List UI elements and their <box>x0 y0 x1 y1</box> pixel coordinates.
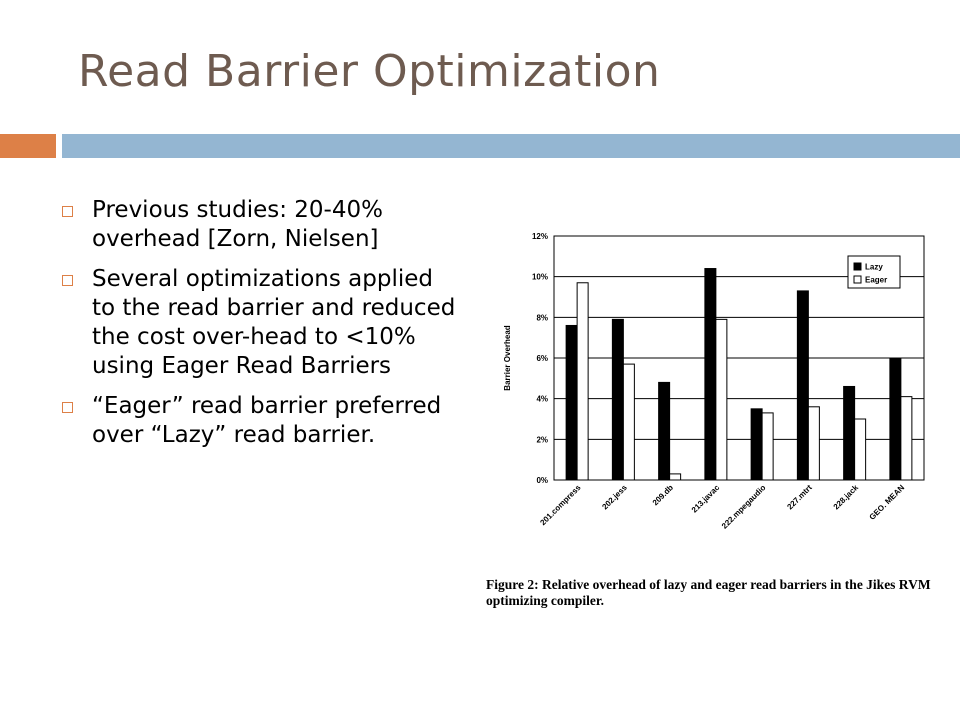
x-tick-label: 213.javac <box>689 483 722 515</box>
x-tick-label: 228.jack <box>831 483 861 512</box>
bullet-item <box>62 196 462 254</box>
y-axis-label: Barrier Overhead <box>503 325 512 391</box>
bar-eager <box>623 364 634 480</box>
bar-lazy <box>705 269 716 480</box>
figure-caption: Figure 2: Relative overhead of lazy and eager read barriers in the Jikes RVM optimizing compiler. <box>486 577 931 608</box>
y-tick-label: 12% <box>531 232 548 241</box>
y-tick-label: 0% <box>536 476 548 485</box>
bar-lazy <box>612 319 623 480</box>
barrier-overhead-chart <box>490 220 940 570</box>
square-bullet-icon <box>62 206 73 217</box>
y-tick-label: 2% <box>536 435 548 445</box>
bullet-text: “Eager” read barrier preferred over “Lazy” read barrier. <box>92 393 442 448</box>
bar-eager <box>762 413 773 480</box>
bar-lazy <box>566 325 577 480</box>
y-tick-label: 6% <box>536 354 548 363</box>
bullet-item <box>62 392 462 450</box>
bar-lazy <box>844 386 855 480</box>
bullet-list <box>62 196 462 461</box>
x-tick-label: 201.compress <box>538 483 583 528</box>
x-tick-label: 209.db <box>650 483 676 508</box>
x-tick-label: 202.jess <box>600 483 629 512</box>
bar-eager <box>855 419 866 480</box>
square-bullet-icon <box>62 275 73 286</box>
bar-lazy <box>890 358 901 480</box>
bar-lazy <box>659 382 670 480</box>
accent-bar-orange <box>0 134 56 158</box>
x-tick-label: 227.mtrt <box>785 483 814 512</box>
bar-eager <box>577 283 588 480</box>
legend-label: Eager <box>865 275 888 285</box>
bar-lazy <box>751 409 762 480</box>
square-bullet-icon <box>62 402 73 413</box>
legend-swatch <box>854 276 861 283</box>
bar-lazy <box>797 291 808 480</box>
x-tick-label: 222.mpegaudio <box>719 483 768 531</box>
bar-eager <box>670 474 681 480</box>
chart-svg <box>490 220 940 570</box>
y-tick-label: 10% <box>531 272 548 282</box>
legend-label: Lazy <box>865 262 883 272</box>
legend-swatch <box>854 263 861 270</box>
bar-eager <box>808 407 819 480</box>
y-tick-label: 4% <box>536 394 548 404</box>
y-tick-label: 8% <box>536 313 548 323</box>
x-tick-label: GEO. MEAN <box>867 483 907 522</box>
bullet-text: Previous studies: 20-40% overhead [Zorn, Nielsen] <box>92 197 383 252</box>
accent-bar-blue <box>62 134 960 158</box>
bullet-text: Several optimizations applied to the read barrier and reduced the cost over-head to <10% using Eager Read Barriers <box>92 266 456 379</box>
slide-title: Read Barrier Optimization <box>78 46 661 97</box>
bar-eager <box>716 319 727 480</box>
bar-eager <box>901 397 912 480</box>
bullet-item <box>62 265 462 381</box>
